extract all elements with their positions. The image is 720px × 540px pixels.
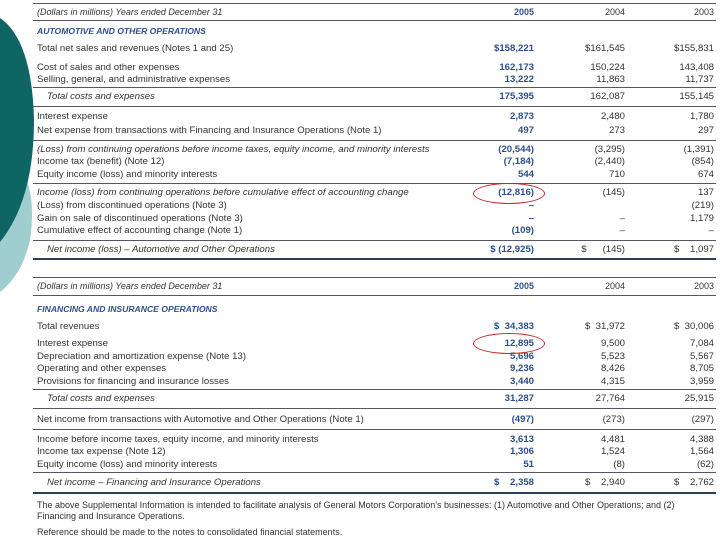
table-row bbox=[37, 476, 715, 489]
header-year-2004: 2004 bbox=[604, 7, 625, 17]
row-label: Income tax expense (Note 12) bbox=[37, 446, 166, 457]
value-2004: 11,863 bbox=[596, 74, 625, 85]
table-header bbox=[37, 280, 715, 293]
value-2005: 175,395 bbox=[499, 91, 534, 102]
value-2005: $ (12,925) bbox=[490, 244, 534, 255]
rule-line bbox=[33, 240, 716, 241]
row-label: Provisions for financing and insurance losses bbox=[37, 376, 229, 387]
value-2003: 1,780 bbox=[689, 111, 714, 122]
table-row bbox=[37, 392, 715, 405]
value-2003: (297) bbox=[691, 414, 714, 425]
value-2005: 5,696 bbox=[509, 351, 534, 362]
table-row bbox=[37, 458, 715, 471]
table-row bbox=[37, 73, 715, 86]
rule-line bbox=[33, 106, 716, 107]
value-2003: 8,705 bbox=[689, 363, 714, 374]
value-2005: $158,221 bbox=[493, 43, 534, 54]
value-2004: – bbox=[619, 213, 625, 224]
value-2004: 5,523 bbox=[600, 351, 625, 362]
row-label: Equity income (loss) and minority interests bbox=[37, 459, 218, 470]
value-2003: 7,084 bbox=[689, 338, 714, 349]
value-2005: 3,613 bbox=[509, 434, 534, 445]
value-2005: 3,440 bbox=[509, 376, 534, 387]
value-2003: 297 bbox=[697, 125, 714, 136]
row-label: Net income from transactions with Automotive and Other Operations (Note 1) bbox=[37, 414, 364, 425]
header-year-2005: 2005 bbox=[513, 281, 534, 291]
value-2005: (109) bbox=[511, 225, 534, 236]
value-2003: – bbox=[708, 225, 714, 236]
header-year-2003: 2003 bbox=[693, 281, 714, 291]
value-2004: (273) bbox=[602, 414, 625, 425]
rule-line bbox=[33, 492, 716, 494]
value-2004: 4,315 bbox=[600, 376, 625, 387]
value-2004: 9,500 bbox=[600, 338, 625, 349]
slide-decoration bbox=[0, 0, 40, 320]
value-2004: 150,224 bbox=[590, 62, 625, 73]
value-2004: (8) bbox=[613, 459, 625, 470]
value-2003: $ 2,762 bbox=[673, 477, 714, 488]
value-2003: 137 bbox=[697, 187, 714, 198]
value-2005: (497) bbox=[511, 414, 534, 425]
value-2005: – bbox=[528, 200, 534, 211]
value-2004: (2,440) bbox=[594, 156, 625, 167]
highlight-circle-interest-expense bbox=[473, 333, 545, 354]
row-label: Total revenues bbox=[37, 321, 100, 332]
table-header bbox=[37, 6, 715, 19]
value-2004: $ (145) bbox=[581, 244, 625, 255]
value-2003: 4,388 bbox=[689, 434, 714, 445]
table-row bbox=[37, 155, 715, 168]
table-row bbox=[37, 243, 715, 256]
value-2005: – bbox=[528, 213, 534, 224]
value-2004: 273 bbox=[608, 125, 625, 136]
row-label: Income before income taxes, equity income, and minority interests bbox=[37, 434, 319, 445]
row-label: Operating and other expenses bbox=[37, 363, 167, 374]
value-2005: 544 bbox=[517, 169, 534, 180]
value-2004: 2,480 bbox=[600, 111, 625, 122]
value-2004: – bbox=[619, 225, 625, 236]
value-2003: $ 30,006 bbox=[673, 321, 714, 332]
value-2005: (7,184) bbox=[503, 156, 534, 167]
row-label: Gain on sale of discontinued operations (Note 3) bbox=[37, 213, 243, 224]
rule-line bbox=[33, 258, 716, 260]
rule-line bbox=[33, 87, 716, 88]
value-2003: (854) bbox=[691, 156, 714, 167]
table-row bbox=[37, 168, 715, 181]
value-2004: 710 bbox=[608, 169, 625, 180]
rule-line bbox=[33, 277, 716, 278]
value-2004: 1,524 bbox=[600, 446, 625, 457]
rule-line bbox=[33, 472, 716, 473]
row-label: Interest expense bbox=[37, 111, 108, 122]
value-2005: 31,287 bbox=[504, 393, 534, 404]
table-row bbox=[37, 90, 715, 103]
value-2005: $ 2,358 bbox=[493, 477, 534, 488]
header-year-2004: 2004 bbox=[604, 281, 625, 291]
value-2004: $161,545 bbox=[584, 43, 625, 54]
row-label: Interest expense bbox=[37, 338, 108, 349]
value-2003: (62) bbox=[696, 459, 714, 470]
row-label: Cumulative effect of accounting change (Note 1) bbox=[37, 225, 243, 236]
header-label: (Dollars in millions) Years ended December 31 bbox=[37, 7, 223, 17]
value-2003: (1,391) bbox=[683, 144, 714, 155]
value-2005: 1,306 bbox=[509, 446, 534, 457]
row-label: Total costs and expenses bbox=[47, 393, 155, 404]
value-2004: 162,087 bbox=[590, 91, 625, 102]
value-2003: 674 bbox=[697, 169, 714, 180]
row-label: Net income – Financing and Insurance Operations bbox=[47, 477, 261, 488]
header-year-2005: 2005 bbox=[513, 7, 534, 17]
footnote-reference: Reference should be made to the notes to consolidated financial statements. bbox=[37, 527, 343, 537]
section-title-text: FINANCING AND INSURANCE OPERATIONS bbox=[37, 304, 218, 314]
table-row bbox=[37, 320, 715, 333]
row-label: Selling, general, and administrative expenses bbox=[37, 74, 231, 85]
value-2005: 162,173 bbox=[499, 62, 534, 73]
value-2005: 2,873 bbox=[509, 111, 534, 122]
row-label: Total costs and expenses bbox=[47, 91, 155, 102]
value-2005: 51 bbox=[523, 459, 534, 470]
value-2005: 12,895 bbox=[504, 338, 534, 349]
row-label: Depreciation and amortization expense (Note 13) bbox=[37, 351, 247, 362]
value-2003: 1,179 bbox=[689, 213, 714, 224]
table-row bbox=[37, 413, 715, 426]
row-label: (Loss) from continuing operations before income taxes, equity income, and minority interests bbox=[37, 144, 430, 155]
value-2004: 8,426 bbox=[600, 363, 625, 374]
row-label: Net expense from transactions with Financing and Insurance Operations (Note 1) bbox=[37, 125, 382, 136]
row-label: Net income (loss) – Automotive and Other Operations bbox=[47, 244, 275, 255]
value-2004: (145) bbox=[602, 187, 625, 198]
value-2003: (219) bbox=[691, 200, 714, 211]
value-2005: 497 bbox=[517, 125, 534, 136]
rule-line bbox=[33, 295, 716, 296]
table-row bbox=[37, 186, 715, 199]
value-2003: 5,567 bbox=[689, 351, 714, 362]
value-2003: 3,959 bbox=[689, 376, 714, 387]
value-2003: 155,145 bbox=[679, 91, 714, 102]
section-title bbox=[37, 303, 715, 316]
rule-line bbox=[33, 3, 716, 4]
value-2005: 13,222 bbox=[504, 74, 534, 85]
row-label: Income tax (benefit) (Note 12) bbox=[37, 156, 165, 167]
header-year-2003: 2003 bbox=[693, 7, 714, 17]
value-2004: 4,481 bbox=[600, 434, 625, 445]
footnote-supplemental: The above Supplemental Information is intended to facilitate analysis of General Motors Corporation's businesses: (1) Automotive and Other Operations; and (2) Financing and Insurance Operations. bbox=[37, 500, 675, 521]
highlight-circle-net-loss bbox=[473, 183, 545, 204]
value-2005: $ 34,383 bbox=[493, 321, 534, 332]
row-label: Cost of sales and other expenses bbox=[37, 62, 180, 73]
value-2005: (12,816) bbox=[498, 187, 534, 198]
header-label: (Dollars in millions) Years ended December 31 bbox=[37, 281, 223, 291]
table-row bbox=[37, 42, 715, 55]
value-2004: $ 2,940 bbox=[584, 477, 625, 488]
row-label: Total net sales and revenues (Notes 1 and 25) bbox=[37, 43, 234, 54]
rule-line bbox=[33, 140, 716, 141]
rule-line bbox=[33, 408, 716, 409]
value-2005: 9,236 bbox=[509, 363, 534, 374]
table-row bbox=[37, 375, 715, 388]
rule-line bbox=[33, 20, 716, 21]
row-label: Income (loss) from continuing operations before cumulative effect of accounting change bbox=[37, 187, 409, 198]
section-title-text: AUTOMOTIVE AND OTHER OPERATIONS bbox=[37, 26, 206, 36]
table-row bbox=[37, 445, 715, 458]
table-row bbox=[37, 199, 715, 212]
section-title bbox=[37, 25, 715, 38]
value-2003: $155,831 bbox=[673, 43, 714, 54]
table-row bbox=[37, 337, 715, 350]
value-2004: $ 31,972 bbox=[584, 321, 625, 332]
rule-line bbox=[33, 183, 716, 184]
table-row bbox=[37, 110, 715, 123]
rule-line bbox=[33, 389, 716, 390]
table-row bbox=[37, 124, 715, 137]
value-2004: (3,295) bbox=[594, 144, 625, 155]
value-2003: 25,915 bbox=[684, 393, 714, 404]
value-2003: 143,408 bbox=[679, 62, 714, 73]
rule-line bbox=[33, 429, 716, 430]
value-2004: 27,764 bbox=[595, 393, 625, 404]
value-2003: 1,564 bbox=[689, 446, 714, 457]
row-label: (Loss) from discontinued operations (Note 3) bbox=[37, 200, 227, 211]
row-label: Equity income (loss) and minority interests bbox=[37, 169, 218, 180]
value-2003: $ 1,097 bbox=[673, 244, 714, 255]
value-2003: 11,737 bbox=[685, 74, 714, 85]
value-2005: (20,544) bbox=[498, 144, 534, 155]
table-row bbox=[37, 362, 715, 375]
table-row bbox=[37, 224, 715, 237]
